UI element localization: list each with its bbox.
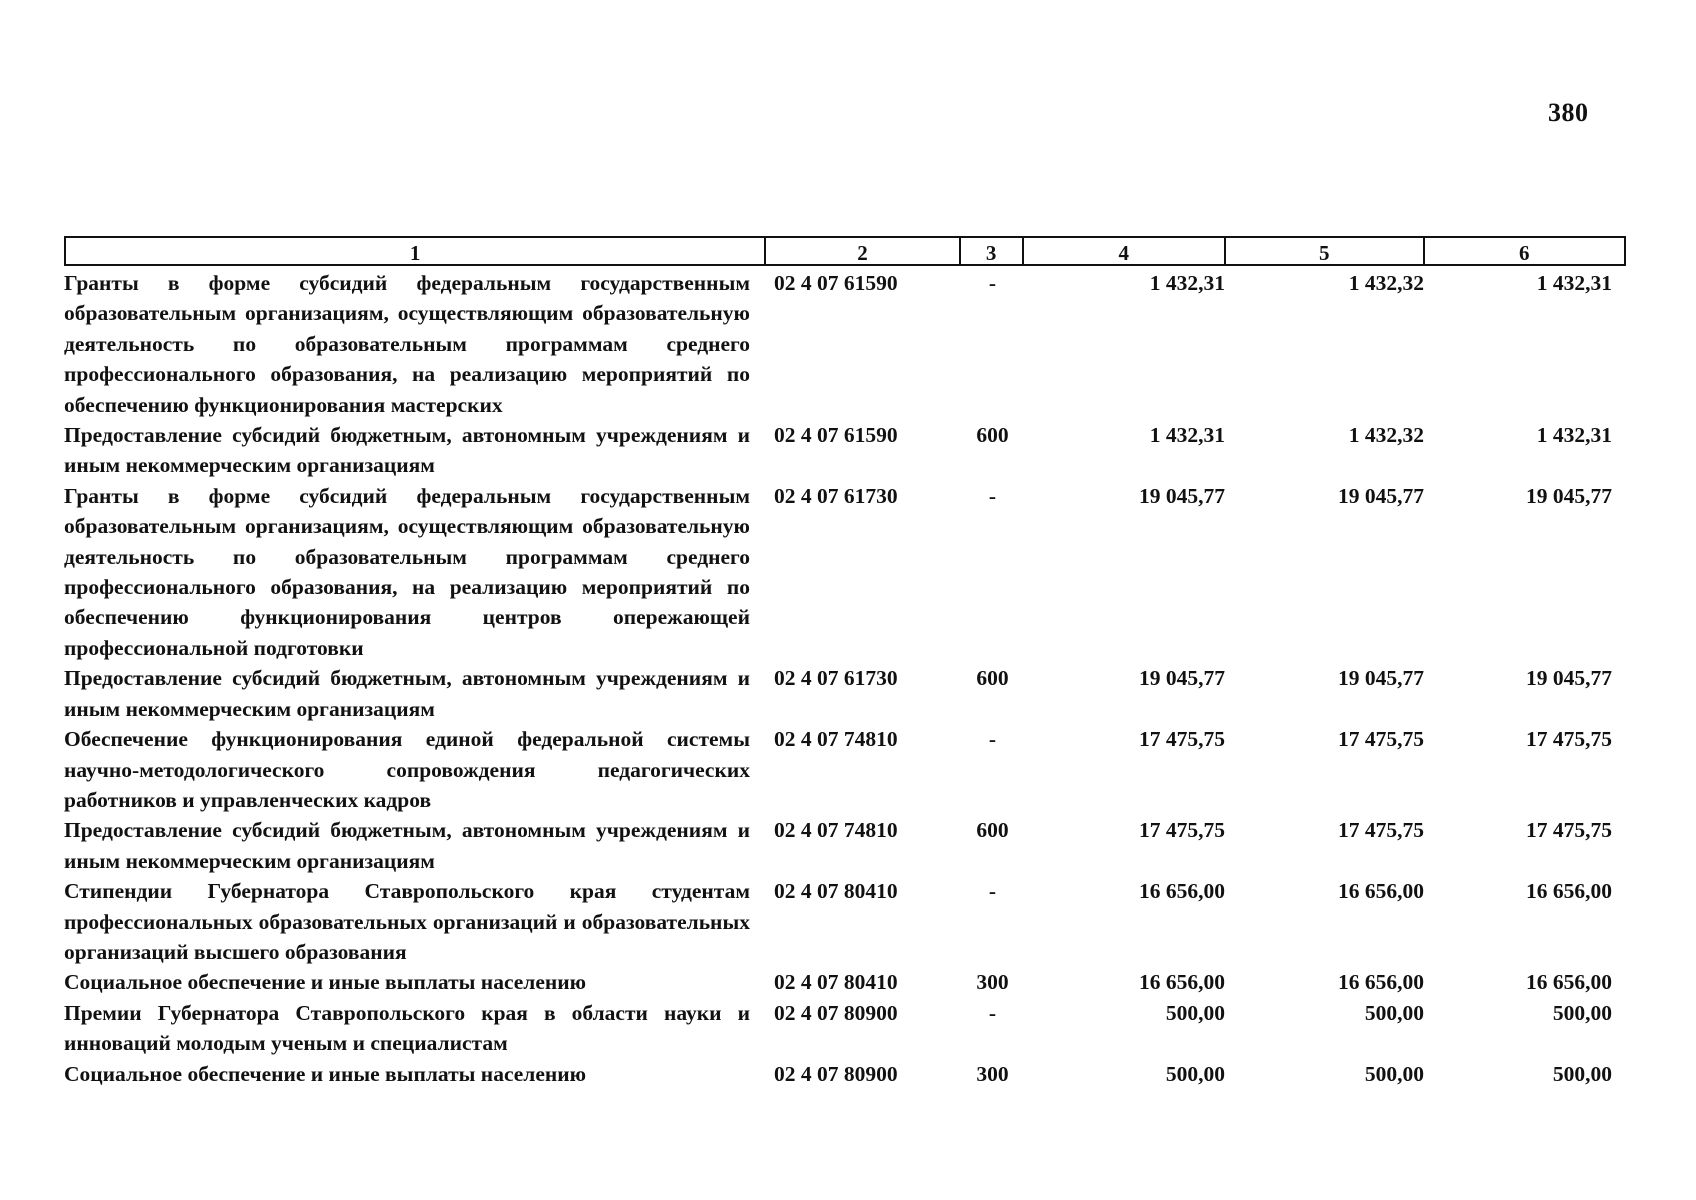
row-expense-type: - — [988, 271, 997, 295]
row-name: Обеспечение функционирования единой федеральной системы научно-методологического сопровождения педагогических работников и управленческих кадров — [64, 727, 750, 812]
row-value-col5: 1 432,32 — [1348, 271, 1424, 295]
row-name: Социальное обеспечение и иные выплаты населению — [64, 970, 587, 995]
column-header-4: 4 — [1024, 238, 1226, 266]
row-expense-type: 300 — [976, 970, 1009, 995]
table-row — [64, 998, 1626, 1059]
row-code: 02 4 07 74810 — [774, 727, 898, 752]
row-expense-type: 600 — [976, 423, 1009, 448]
row-code: 02 4 07 61730 — [774, 666, 898, 691]
row-expense-type: - — [988, 727, 997, 752]
row-value-col6: 1 432,31 — [1536, 271, 1612, 295]
column-header-5: 5 — [1226, 238, 1425, 266]
table-row — [64, 724, 1626, 815]
row-expense-type: 300 — [976, 1061, 1009, 1086]
row-value-col5: 19 045,77 — [1338, 666, 1424, 691]
row-value-col6: 500,00 — [1552, 1061, 1612, 1086]
row-value-col4: 500,00 — [1165, 1000, 1225, 1025]
row-expense-type: - — [988, 483, 997, 508]
row-code: 02 4 07 74810 — [774, 818, 898, 843]
row-value-col5: 17 475,75 — [1338, 727, 1424, 752]
row-expense-type: 600 — [976, 818, 1009, 843]
row-code: 02 4 07 61730 — [774, 483, 898, 508]
table-row — [64, 481, 1626, 663]
row-value-col5: 16 656,00 — [1338, 879, 1424, 904]
row-value-col4: 17 475,75 — [1139, 727, 1225, 752]
row-code: 02 4 07 80410 — [774, 879, 898, 904]
column-header-6: 6 — [1519, 241, 1530, 265]
table-header-row — [64, 236, 1626, 266]
row-name: Премии Губернатора Ставропольского края в области науки и инноваций молодым ученым и специалистам — [64, 1000, 750, 1056]
row-value-col6: 500,00 — [1552, 1000, 1612, 1025]
table-row — [64, 876, 1626, 967]
row-value-col4: 19 045,77 — [1139, 483, 1225, 508]
row-name: Предоставление субсидий бюджетным, автономным учреждениям и иным некоммерческим организациям — [64, 818, 750, 873]
row-value-col6: 16 656,00 — [1526, 970, 1612, 995]
row-code: 02 4 07 61590 — [774, 423, 898, 448]
row-value-col4: 16 656,00 — [1139, 879, 1225, 904]
row-value-col6: 17 475,75 — [1526, 727, 1612, 752]
row-value-col5: 19 045,77 — [1338, 483, 1424, 508]
row-expense-type: 600 — [976, 666, 1009, 691]
row-value-col5: 500,00 — [1364, 1000, 1424, 1025]
row-code: 02 4 07 80900 — [774, 1000, 898, 1025]
row-name: Социальное обеспечение и иные выплаты населению — [64, 1061, 587, 1086]
row-value-col4: 1 432,31 — [1149, 423, 1225, 448]
row-code: 02 4 07 61590 — [774, 271, 898, 295]
row-value-col5: 500,00 — [1364, 1061, 1424, 1086]
row-name: Гранты в форме субсидий федеральным государственным образовательным организациям, осуществляющим образовательную деятельность по образовательным программам среднего профессионального образования, на реализацию мероприятий по обеспечению функционирования центров опережающей профессиональной подготовки — [64, 483, 750, 660]
table-row — [64, 268, 1626, 420]
page-number: 380 — [1548, 98, 1589, 127]
column-header-1: 1 — [66, 238, 766, 266]
column-header-3: 3 — [961, 238, 1024, 266]
row-expense-type: - — [988, 879, 997, 904]
row-value-col4: 500,00 — [1165, 1061, 1225, 1086]
row-name: Предоставление субсидий бюджетным, автономным учреждениям и иным некоммерческим организациям — [64, 666, 750, 721]
table-body — [64, 268, 1626, 1089]
table-row — [64, 1059, 1626, 1089]
column-header-2: 2 — [766, 238, 961, 266]
table-row — [64, 663, 1626, 724]
row-value-col4: 19 045,77 — [1139, 666, 1225, 691]
table-row — [64, 420, 1626, 481]
row-name: Гранты в форме субсидий федеральным государственным образовательным организациям, осуществляющим образовательную деятельность по образовательным программам среднего профессионального образования, на реализацию мероприятий по обеспечению функционирования мастерских — [64, 271, 750, 417]
row-value-col5: 17 475,75 — [1338, 818, 1424, 843]
row-name: Стипендии Губернатора Ставропольского края студентам профессиональных образовательных организаций и образовательных организаций высшего образования — [64, 879, 750, 964]
row-value-col4: 16 656,00 — [1139, 970, 1225, 995]
row-value-col6: 1 432,31 — [1536, 423, 1612, 448]
table-row — [64, 967, 1626, 997]
table-row — [64, 815, 1626, 876]
row-code: 02 4 07 80410 — [774, 970, 898, 995]
row-code: 02 4 07 80900 — [774, 1061, 898, 1086]
row-expense-type: - — [988, 1000, 997, 1025]
row-value-col4: 17 475,75 — [1139, 818, 1225, 843]
row-value-col4: 1 432,31 — [1149, 271, 1225, 295]
row-value-col6: 19 045,77 — [1526, 483, 1612, 508]
row-value-col6: 16 656,00 — [1526, 879, 1612, 904]
row-value-col6: 19 045,77 — [1526, 666, 1612, 691]
row-value-col5: 16 656,00 — [1338, 970, 1424, 995]
row-value-col5: 1 432,32 — [1348, 423, 1424, 448]
row-value-col6: 17 475,75 — [1526, 818, 1612, 843]
row-name: Предоставление субсидий бюджетным, автономным учреждениям и иным некоммерческим организациям — [64, 423, 750, 478]
